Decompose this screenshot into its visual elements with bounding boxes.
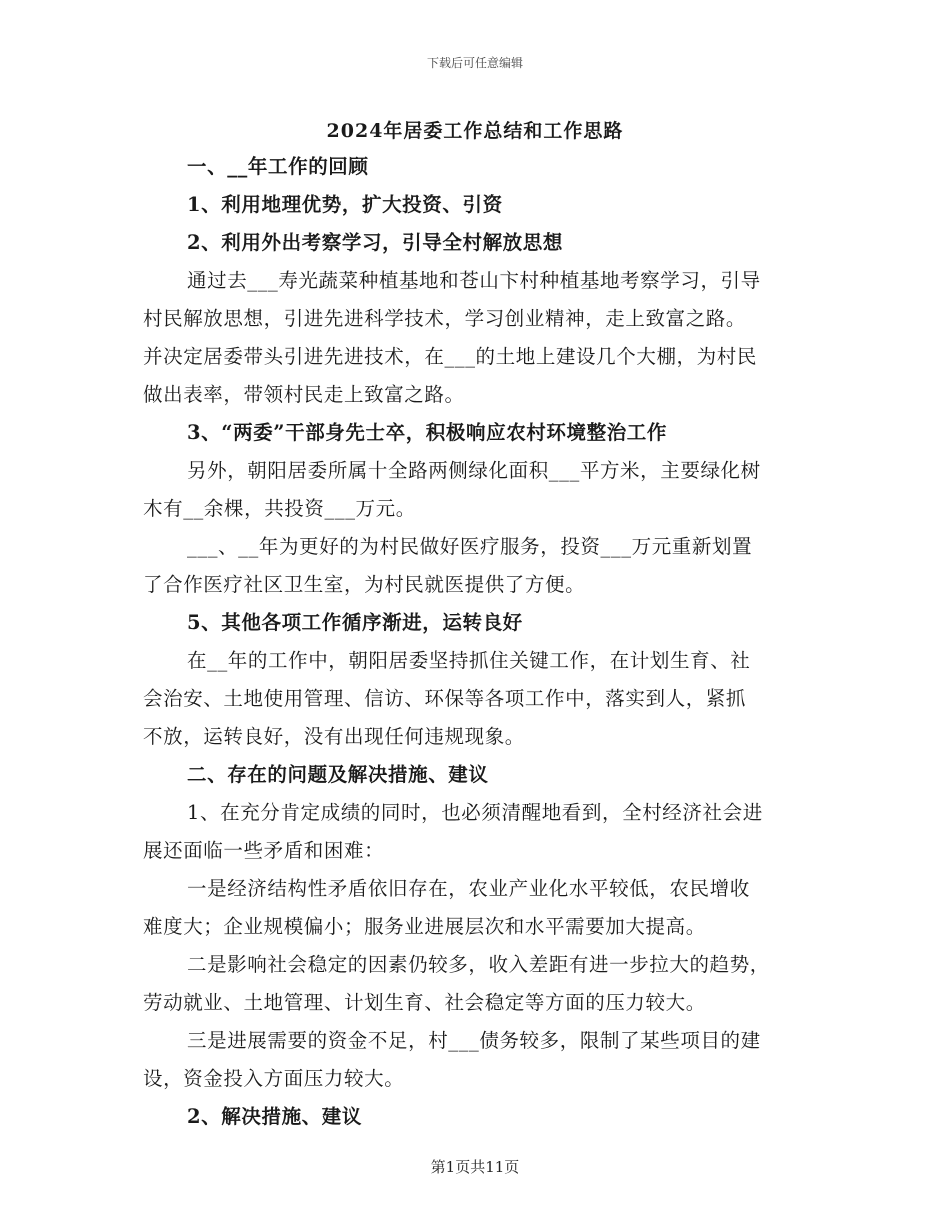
paragraph-line: 并决定居委带头引进先进技术，在___的土地上建设几个大棚，为村民 (143, 345, 757, 368)
paragraph-line: 设，资金投入方面压力较大。 (143, 1067, 405, 1090)
section-heading: 一、__年工作的回顾 (187, 155, 369, 178)
paragraph-line: 二是影响社会稳定的因素仍较多，收入差距有进一步拉大的趋势， (187, 953, 770, 976)
paragraph-line: 展还面临一些矛盾和困难： (143, 839, 385, 862)
paragraph-line: 另外，朝阳居委所属十全路两侧绿化面积___平方米，主要绿化树 (187, 459, 761, 482)
paragraph-line: 一是经济结构性矛盾依旧存在，农业产业化水平较低，农民增收 (187, 877, 750, 900)
paragraph-line: 三是进展需要的资金不足，村___债务较多，限制了某些项目的建 (187, 1029, 761, 1052)
page-footer: 第1页共11页 (430, 1158, 520, 1176)
paragraph-line: 1、在充分肯定成绩的同时，也必须清醒地看到，全村经济社会进 (187, 801, 763, 824)
paragraph-line: 通过去___寿光蔬菜种植基地和苍山卞村种植基地考察学习，引导 (187, 269, 761, 292)
paragraph-line: 木有__余棵，共投资___万元。 (143, 497, 416, 520)
paragraph-line: 做出表率，带领村民走上致富之路。 (143, 383, 465, 406)
paragraph-line: 难度大；企业规模偏小；服务业进展层次和水平需要加大提高。 (143, 915, 706, 938)
paragraph-line: 村民解放思想，引进先进科学技术，学习创业精神，走上致富之路。 (143, 307, 747, 330)
paragraph-line: 在__年的工作中，朝阳居委坚持抓住关键工作，在计划生育、社 (187, 649, 751, 672)
subsection-heading: 2、解决措施、建议 (187, 1105, 362, 1128)
document-title: 2024年居委工作总结和工作思路 (326, 120, 624, 142)
subsection-heading: 1、利用地理优势，扩大投资、引资 (187, 193, 503, 216)
header-note: 下载后可任意编辑 (426, 56, 523, 70)
paragraph-line: ___、__年为更好的为村民做好医疗服务，投资___万元重新划置 (187, 535, 753, 558)
subsection-heading: 5、其他各项工作循序渐进，运转良好 (187, 611, 523, 634)
paragraph-line: 会治安、土地使用管理、信访、环保等各项工作中，落实到人，紧抓 (143, 687, 747, 710)
subsection-heading: 3、“两委”干部身先士卒，积极响应农村环境整治工作 (187, 421, 668, 444)
document-body (143, 148, 808, 1136)
paragraph-line: 了合作医疗社区卫生室，为村民就医提供了方便。 (143, 573, 586, 596)
paragraph-line: 不放，运转良好，没有出现任何违规现象。 (143, 725, 525, 748)
section-heading: 二、存在的问题及解决措施、建议 (187, 763, 489, 786)
subsection-heading: 2、利用外出考察学习，引导全村解放思想 (187, 231, 563, 254)
paragraph-line: 劳动就业、土地管理、计划生育、社会稳定等方面的压力较大。 (143, 991, 706, 1014)
